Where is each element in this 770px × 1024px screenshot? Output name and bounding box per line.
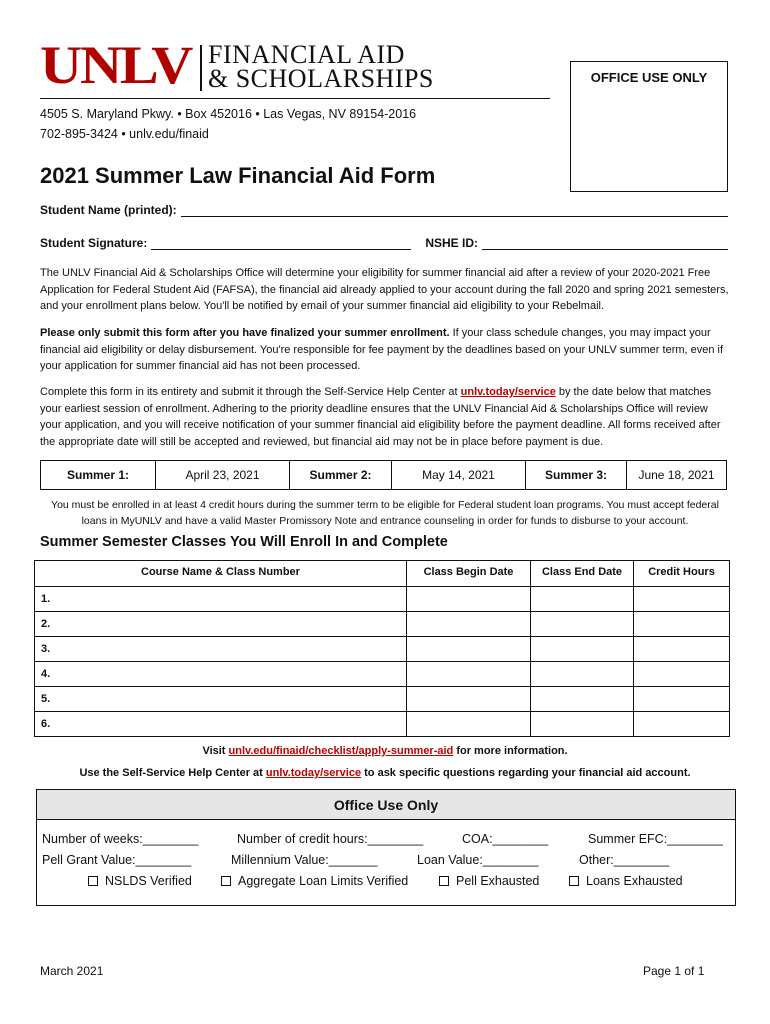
credit-hours-cell[interactable] [634, 587, 730, 612]
begin-date-cell[interactable] [407, 712, 531, 737]
summer-3-date: June 18, 2021 [638, 468, 715, 482]
loans-exhausted-checkbox[interactable] [569, 876, 579, 886]
more-info-text-1: Visit [202, 745, 229, 757]
column-end-date: Class End Date [531, 561, 634, 587]
table-row [35, 612, 730, 637]
end-date-cell[interactable] [531, 612, 634, 637]
loans-exhausted-label: Loans Exhausted [586, 874, 683, 888]
header-rule [40, 98, 550, 99]
course-cell[interactable]: 2. [35, 612, 407, 637]
footer-date: March 2021 [40, 964, 104, 978]
pell-exhausted-option [439, 874, 539, 888]
logo-line-1: FINANCIAL AID [208, 40, 405, 69]
begin-date-cell[interactable] [407, 687, 531, 712]
table-row [35, 637, 730, 662]
credit-hours-cell[interactable] [634, 612, 730, 637]
apply-summer-aid-link[interactable]: unlv.edu/finaid/checklist/apply-summer-aid [228, 745, 454, 757]
millennium-field: Millennium Value:_______ [231, 853, 378, 867]
pell-exhausted-label: Pell Exhausted [456, 874, 540, 888]
aggregate-loan-limits-label: Aggregate Loan Limits Verified [238, 874, 409, 888]
help-center-line [0, 767, 770, 779]
coa-field: COA:________ [462, 832, 549, 846]
credit-hours-cell[interactable] [634, 712, 730, 737]
form-title: 2021 Summer Law Financial Aid Form [40, 163, 436, 188]
office-use-title: Office Use Only [37, 790, 735, 820]
instructions-paragraph [40, 384, 730, 450]
end-date-cell[interactable] [531, 712, 634, 737]
begin-date-cell[interactable] [407, 637, 531, 662]
begin-date-cell[interactable] [407, 612, 531, 637]
table-row [35, 712, 730, 737]
classes-table [34, 560, 730, 737]
aggregate-loan-limits-option [221, 874, 408, 888]
table-row [35, 662, 730, 687]
summer-3-label: Summer 3: [526, 461, 627, 489]
help-center-link[interactable]: unlv.today/service [265, 767, 362, 779]
course-cell[interactable]: 6. [35, 712, 407, 737]
loan-value-field: Loan Value:________ [417, 853, 539, 867]
nslds-verified-option [88, 874, 192, 888]
submission-warning-text: If your class schedule changes, you may impact your financial aid eligibility or delay disbursement. You're responsible for fee payment by the deadlines based on your UNLV summer term, even if your application for summer financial aid has not been processed. [40, 327, 724, 372]
pell-grant-field: Pell Grant Value:________ [42, 853, 192, 867]
summer-1-date: April 23, 2021 [156, 461, 290, 489]
pell-exhausted-checkbox[interactable] [439, 876, 449, 886]
column-credit-hours: Credit Hours [634, 561, 730, 587]
summer-efc-field: Summer EFC:________ [588, 832, 723, 846]
submission-warning-bold: Please only submit this form after you have finalized your summer enrollment. [40, 327, 450, 339]
end-date-cell[interactable] [531, 687, 634, 712]
credit-hours-cell[interactable] [634, 687, 730, 712]
course-cell[interactable]: 1. [35, 587, 407, 612]
contact-line: 702-895-3424 • unlv.edu/finaid [40, 127, 209, 141]
logo-divider [200, 45, 202, 91]
nshe-id-label: NSHE ID: [425, 236, 479, 250]
course-cell[interactable]: 4. [35, 662, 407, 687]
end-date-cell[interactable] [531, 637, 634, 662]
credit-hours-cell[interactable] [634, 637, 730, 662]
nshe-id-field[interactable] [482, 238, 728, 250]
signature-row [40, 236, 728, 250]
aggregate-loan-limits-checkbox[interactable] [221, 876, 231, 886]
student-name-label: Student Name (printed): [40, 203, 177, 217]
credit-hours-cell[interactable] [634, 662, 730, 687]
submission-warning-paragraph [40, 325, 730, 375]
credit-hours-field: Number of credit hours:________ [237, 832, 424, 846]
summer-2-label: Summer 2: [290, 461, 392, 489]
course-cell[interactable]: 3. [35, 637, 407, 662]
column-course-name: Course Name & Class Number [35, 561, 407, 587]
self-service-link[interactable]: unlv.today/service [460, 386, 556, 398]
instructions-text-1: Complete this form in its entirety and submit it through the Self-Service Help Center at [40, 386, 461, 398]
deadlines-table [40, 460, 727, 490]
help-text-2: to ask specific questions regarding your financial aid account. [361, 767, 691, 779]
student-name-row [40, 203, 728, 217]
nslds-verified-label: NSLDS Verified [105, 874, 192, 888]
summer-1-label: Summer 1: [41, 461, 156, 489]
footer-page-number: Page 1 of 1 [643, 964, 705, 978]
end-date-cell[interactable] [531, 587, 634, 612]
column-begin-date: Class Begin Date [407, 561, 531, 587]
classes-section-title: Summer Semester Classes You Will Enroll In and Complete [40, 534, 448, 550]
end-date-cell[interactable] [531, 662, 634, 687]
loans-exhausted-option [569, 874, 683, 888]
unlv-logo-wordmark: UNLV [40, 35, 192, 95]
instructions-text-2: by the date below that matches your earliest session of enrollment. Adhering to the priority deadline ensures that the UNLV Financial Aid & Scholarships Office will review your application, and you will receive notification of your summer financial aid eligibility before the payment deadline. All forms received after the appropriate date will still be accepted and reviewed, but financial aid may not be in place before payment is due. [40, 386, 721, 448]
classes-table-header [35, 561, 730, 587]
nslds-verified-checkbox[interactable] [88, 876, 98, 886]
other-field: Other:________ [579, 853, 670, 867]
table-row [35, 587, 730, 612]
course-cell[interactable]: 5. [35, 687, 407, 712]
logo-line-2: & SCHOLARSHIPS [208, 64, 434, 93]
student-signature-label: Student Signature: [40, 236, 148, 250]
weeks-field: Number of weeks:________ [42, 832, 199, 846]
more-info-text-2: for more information. [453, 745, 568, 757]
begin-date-cell[interactable] [407, 662, 531, 687]
help-text-1: Use the Self-Service Help Center at [79, 767, 266, 779]
student-signature-field[interactable] [151, 238, 411, 250]
logo-department-name [208, 40, 434, 93]
enrollment-note: You must be enrolled in at least 4 credit hours during the summer term to be eligible for Federal student loan programs. You must accept federal loans in MyUNLV and have a valid Master Promissory Note and entrance counseling in order for funds to disburse to your account. [51, 499, 719, 527]
table-row [35, 687, 730, 712]
begin-date-cell[interactable] [407, 587, 531, 612]
office-use-only-label: OFFICE USE ONLY [590, 70, 708, 85]
more-info-line [0, 745, 770, 757]
student-name-field[interactable] [181, 205, 728, 217]
summer-2-date: May 14, 2021 [392, 461, 526, 489]
eligibility-paragraph: The UNLV Financial Aid & Scholarships Office will determine your eligibility for summer financial aid after a review of your 2020-2021 Free Application for Federal Student Aid (FAFSA), the financial aid already applied to your account during the fall 2020 and spring 2021 semesters, and your enrollment plans below. You'll be notified by email of your summer financial aid eligibility to your Rebelmail. [40, 267, 729, 312]
address-line: 4505 S. Maryland Pkwy. • Box 452016 • Las Vegas, NV 89154-2016 [40, 107, 417, 121]
